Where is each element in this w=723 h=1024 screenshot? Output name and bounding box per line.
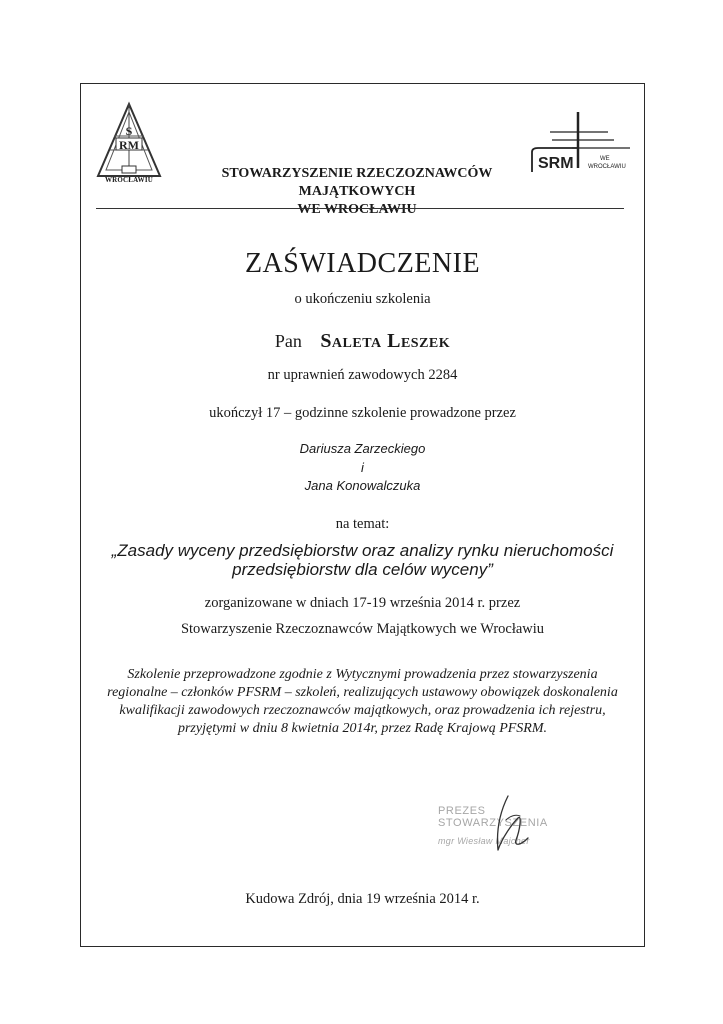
- topic-label: na temat:: [335, 516, 390, 532]
- header-divider: [96, 208, 624, 209]
- compliance-note: [104, 666, 621, 738]
- note-line1: Szkolenie przeprowadzone zgodnie z Wytycznymi prowadzenia przez stowarzyszenia: [127, 667, 598, 682]
- organization-name-line2: WE WROCŁAWIU: [297, 202, 417, 217]
- trainer-2: Jana Konowalczuka: [304, 478, 421, 493]
- stamp-title: PREZES STOWARZYSZENIA: [438, 805, 548, 829]
- logo-right-city: WROCŁAWIU: [588, 164, 626, 170]
- trainers-block: [80, 440, 645, 496]
- organizer-name: Stowarzyszenie Rzeczoznawców Majątkowych we Wrocławiu: [180, 621, 545, 637]
- certificate-title: ZAŚWIADCZENIE: [244, 248, 481, 279]
- logo-right-brand: SRM: [538, 155, 574, 172]
- topic-line1: „Zasady wyceny przedsiębiorstw oraz analizy rynku nieruchomości: [111, 541, 614, 560]
- certificate-subtitle: o ukończeniu szkolenia: [294, 291, 431, 307]
- organization-name-line1: STOWARZYSZENIE RZECZOZNAWCÓW MAJĄTKOWYCH: [221, 166, 493, 199]
- stamp-name: mgr Wiesław Majcher: [438, 836, 530, 846]
- note-line3: kwalifikacji zawodowych rzeczoznawców majątkowych, oraz prowadzenia ich rejestru,: [119, 703, 606, 718]
- place-and-date: Kudowa Zdrój, dnia 19 września 2014 r.: [245, 891, 480, 907]
- logo-right-we: WE: [600, 156, 610, 162]
- organization-name: [162, 165, 552, 219]
- trainer-joiner: i: [361, 459, 364, 475]
- recipient-name: Saleta Leszek: [320, 330, 451, 352]
- salutation: Pan: [274, 331, 302, 351]
- logo-left-caption: WROCŁAWIU: [104, 176, 154, 184]
- license-number: nr uprawnień zawodowych 2284: [267, 367, 458, 383]
- recipient-line: [80, 330, 645, 353]
- topic-line2: przedsiębiorstw dla celów wyceny”: [232, 560, 493, 579]
- logo-letter-s: S: [125, 124, 133, 138]
- course-description: ukończył 17 – godzinne szkolenie prowadzone przez: [209, 405, 516, 421]
- trainer-1: Dariusza Zarzeckiego: [299, 441, 426, 456]
- note-line4: przyjętymi w dniu 8 kwietnia 2014r, przez Radę Krajową PFSRM.: [177, 721, 548, 736]
- note-line2: regionalne – członków PFSRM – szkoleń, realizujących ustawowy obowiązek doskonalenia: [107, 685, 618, 700]
- handwritten-signature: [470, 790, 550, 860]
- training-dates: zorganizowane w dniach 17-19 września 2014 r. przez: [204, 595, 521, 611]
- training-topic: [80, 541, 645, 579]
- logo-letter-rm: RM: [119, 138, 139, 152]
